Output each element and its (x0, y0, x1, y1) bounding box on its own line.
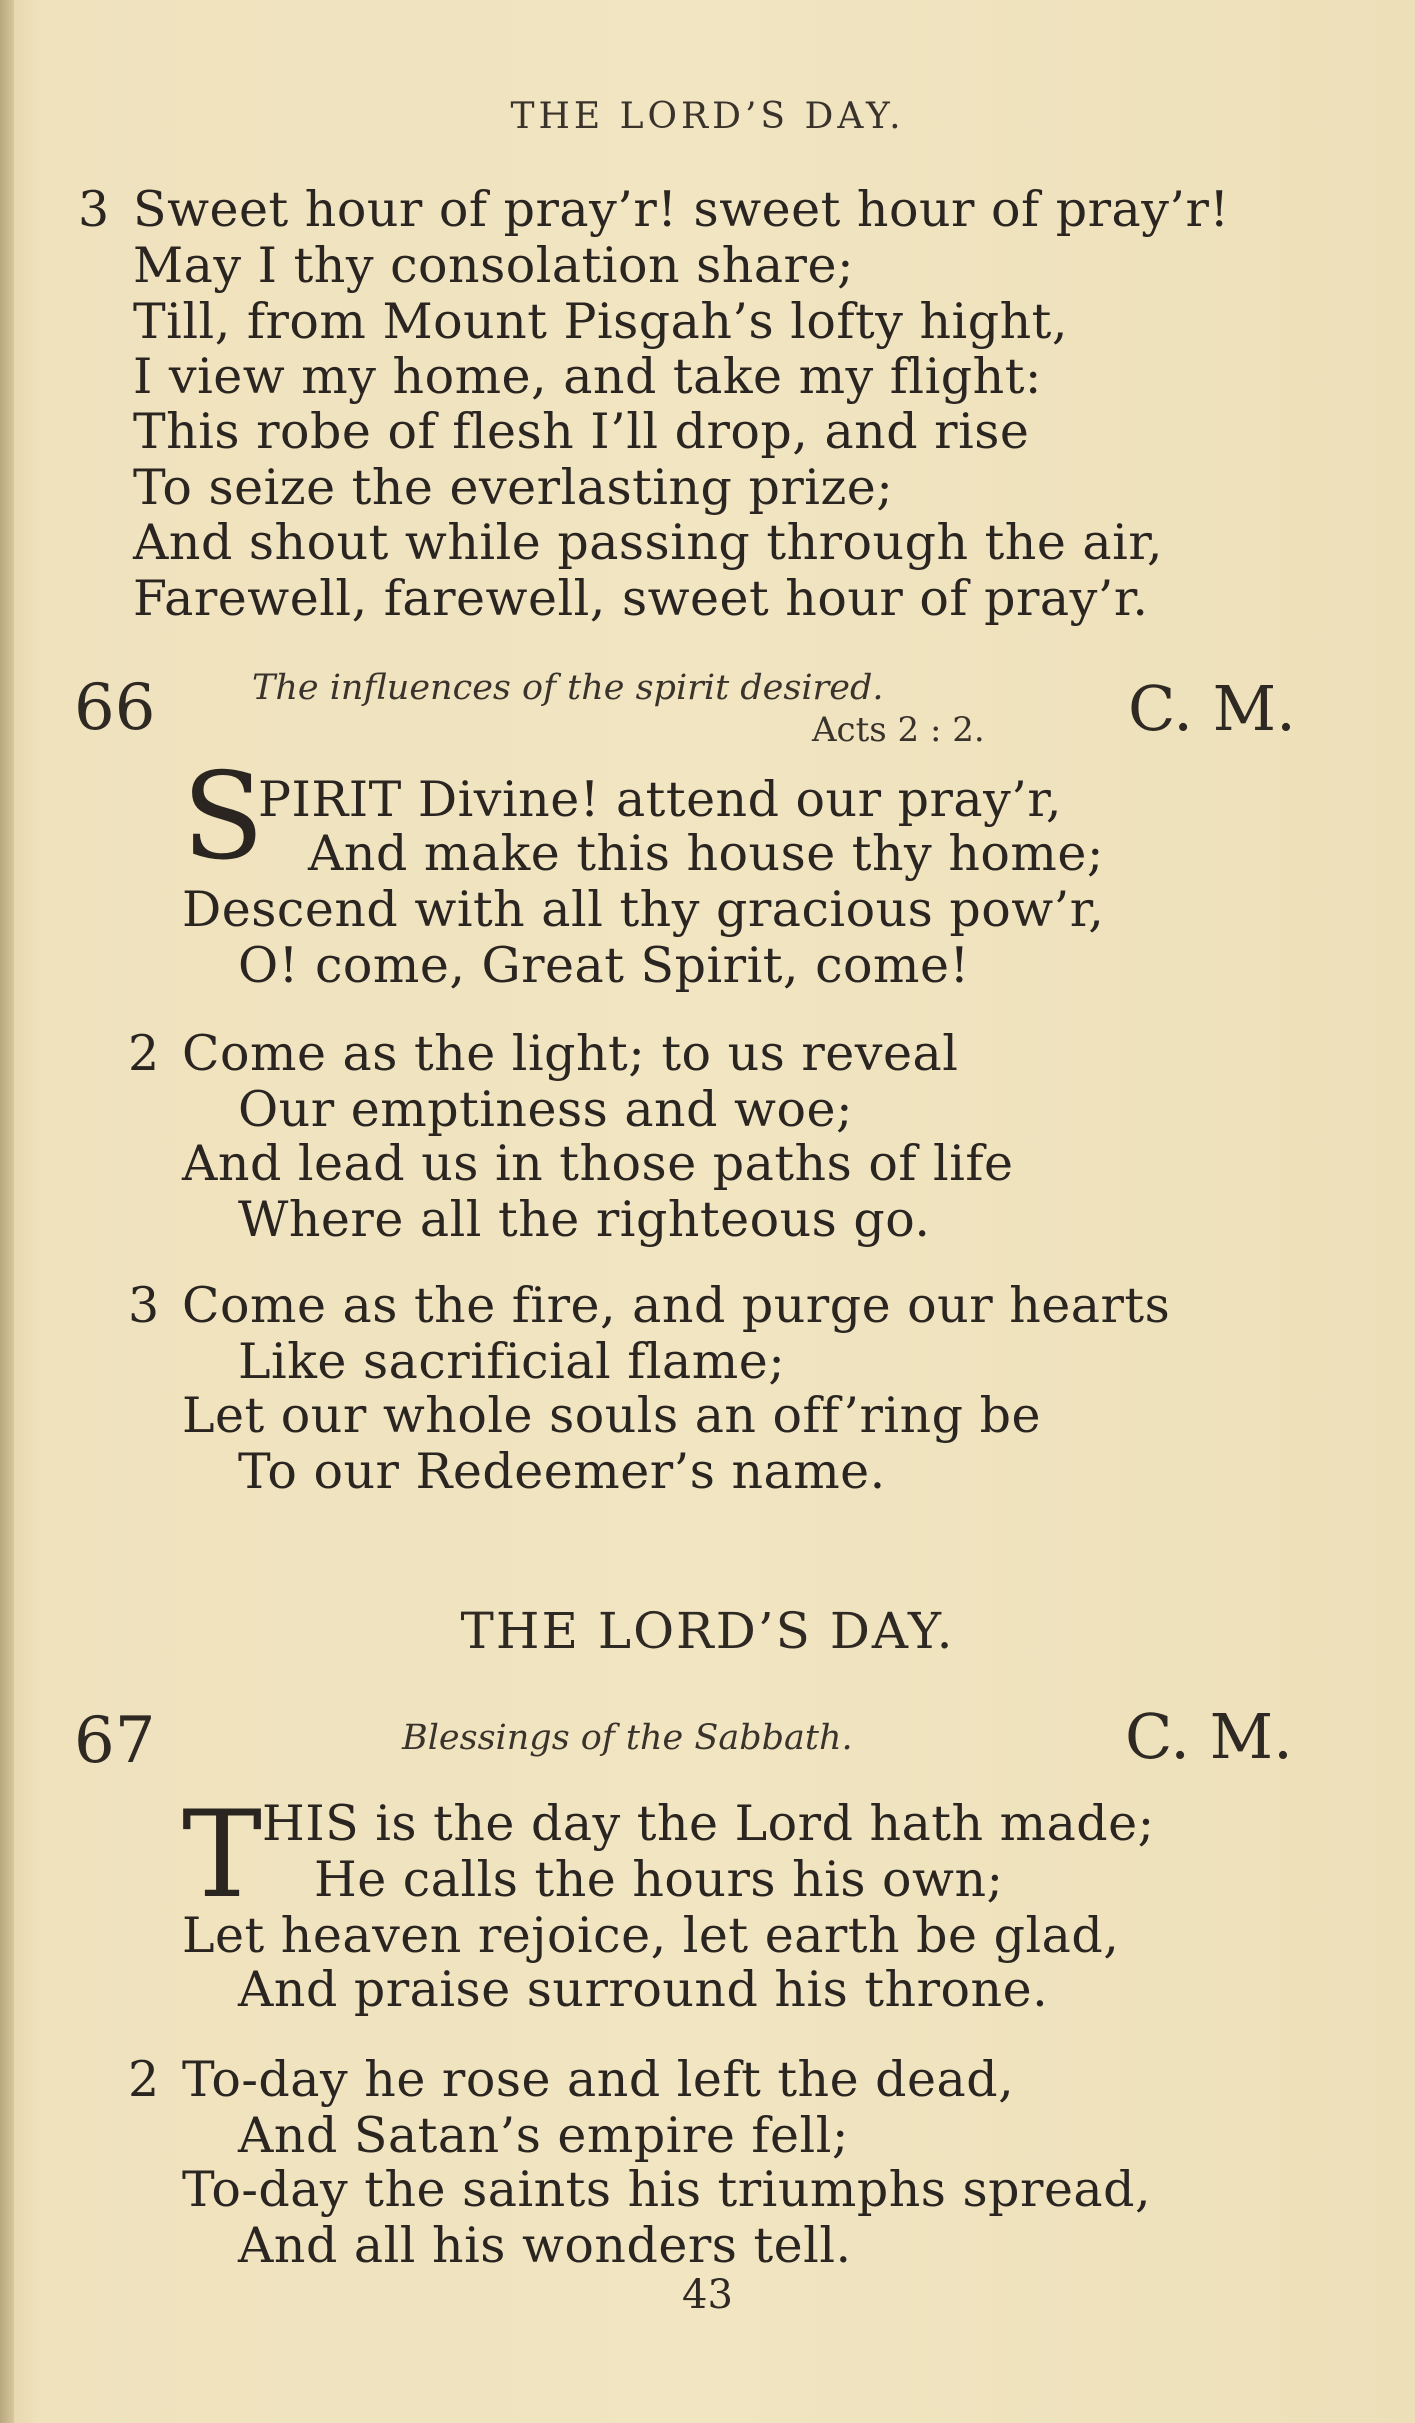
verse-line: Farewell, farewell, sweet hour of pray’r. (133, 570, 1149, 627)
verse-line: And Satan’s empire fell; (238, 2107, 849, 2164)
verse-line: And praise surround his throne. (238, 1961, 1049, 2018)
verse-line: Where all the righteous go. (238, 1191, 931, 1248)
hymn-meter: C. M. (1128, 672, 1296, 745)
running-header: THE LORD’S DAY. (510, 96, 905, 137)
hymn-meter: C. M. (1125, 1700, 1293, 1773)
scripture-reference: Acts 2 : 2. (812, 710, 985, 750)
verse-line: Descend with all thy gracious pow’r, (182, 881, 1105, 938)
verse-line: May I thy consolation share; (133, 237, 854, 294)
verse-line: To seize the everlasting prize; (133, 459, 894, 516)
verse-line: Till, from Mount Pisgah’s lofty hight, (133, 293, 1068, 350)
verse-line: And all his wonders tell. (238, 2217, 852, 2274)
verse-line: To-day the saints his triumphs spread, (182, 2161, 1152, 2218)
book-spine-edge (0, 0, 14, 2423)
verse-line: To our Redeemer’s name. (238, 1443, 886, 1500)
verse-line: Let our whole souls an off’ring be (182, 1387, 1041, 1444)
hymn-number: 66 (74, 671, 156, 745)
verse-line: I view my home, and take my flight: (133, 348, 1042, 405)
verse-line: This robe of flesh I’ll drop, and rise (133, 403, 1030, 460)
verse-line: Sweet hour of pray’r! sweet hour of pray’r! (133, 181, 1230, 238)
verse-line: O! come, Great Spirit, come! (238, 937, 970, 994)
verse-number: 3 (78, 181, 110, 238)
verse-number: 3 (128, 1277, 160, 1334)
verse-line: And shout while passing through the air, (133, 514, 1163, 571)
hymn-subtitle: Blessings of the Sabbath. (402, 1718, 853, 1758)
verse-line: Let heaven rejoice, let earth be glad, (182, 1907, 1120, 1964)
verse-line: Come as the fire, and purge our hearts (182, 1277, 1171, 1334)
verse-line: Come as the light; to us reveal (182, 1025, 959, 1082)
hymn-subtitle: The influences of the spirit desired. (252, 668, 884, 708)
verse-number: 2 (128, 1025, 160, 1082)
verse-line: He calls the hours his own; (314, 1851, 1004, 1908)
section-title: THE LORD’S DAY. (460, 1602, 955, 1660)
verse-line: HIS is the day the Lord hath made; (262, 1795, 1155, 1852)
verse-line: Like sacrificial flame; (238, 1333, 786, 1390)
verse-line: And lead us in those paths of life (182, 1135, 1014, 1192)
verse-line: To-day he rose and left the dead, (182, 2051, 1015, 2108)
hymn-number: 67 (74, 1704, 156, 1778)
verse-line: PIRIT Divine! attend our pray’r, (258, 771, 1062, 828)
drop-cap: S (182, 748, 265, 887)
verse-line: And make this house thy home; (308, 825, 1104, 882)
verse-line: Our emptiness and woe; (238, 1081, 854, 1138)
page-number: 43 (682, 2272, 733, 2318)
verse-number: 2 (128, 2051, 160, 2108)
drop-cap: T (182, 1786, 263, 1925)
